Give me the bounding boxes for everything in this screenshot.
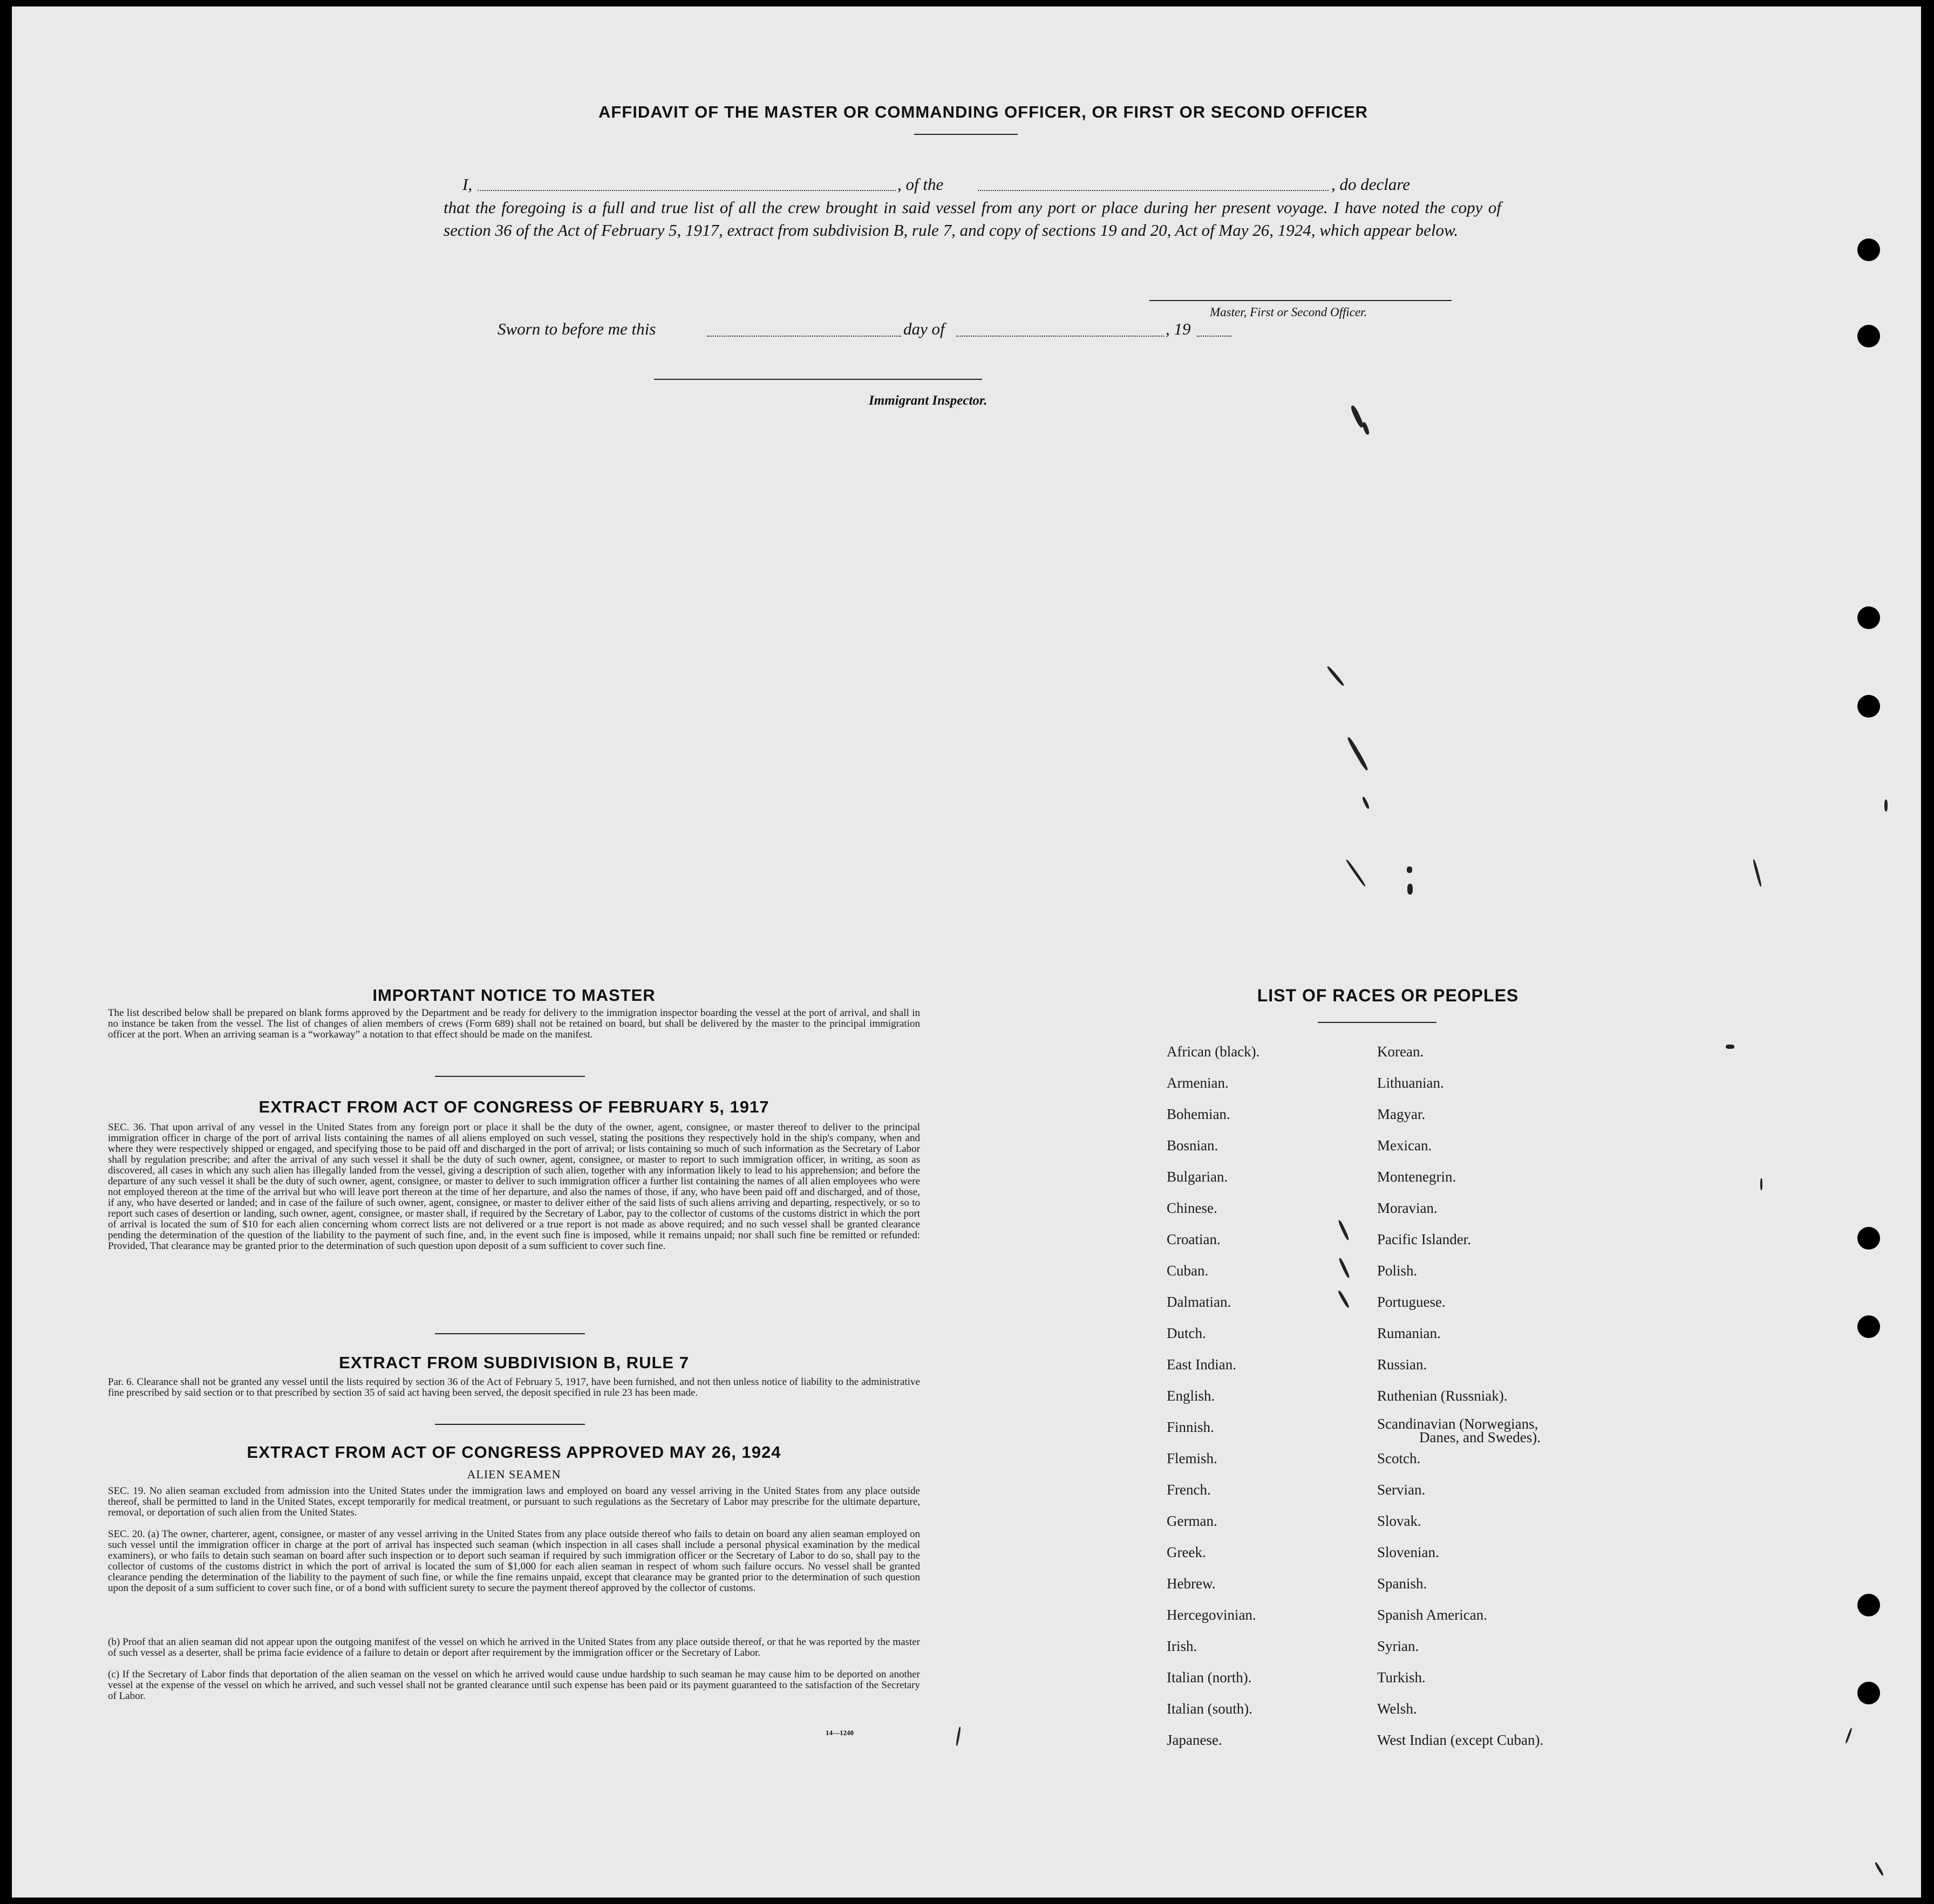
punch-hole	[1857, 606, 1880, 629]
ink-mark	[1361, 796, 1370, 809]
vessel-field[interactable]	[978, 190, 1329, 191]
sworn-year-field[interactable]	[1197, 336, 1231, 337]
extract-1924-title: EXTRACT FROM ACT OF CONGRESS APPROVED MAY 26, 1924	[247, 1443, 781, 1462]
race-left-item: Italian (north).	[1167, 1669, 1252, 1685]
ink-mark	[1338, 1258, 1350, 1279]
punch-hole	[1857, 325, 1880, 347]
race-left-item: Greek.	[1167, 1544, 1206, 1560]
punch-hole	[1857, 238, 1880, 261]
race-right-item: Polish.	[1377, 1262, 1418, 1279]
name-field[interactable]	[478, 190, 896, 191]
title-divider	[914, 134, 1018, 135]
punch-hole	[1857, 1682, 1880, 1704]
ink-mark	[1726, 1045, 1734, 1049]
race-right-item: Lithuanian.	[1377, 1075, 1444, 1091]
section-20a-body: SEC. 20. (a) The owner, charterer, agent, consignee, or master of any vessel arriving in the United States from any place outside thereof who fails to detain on board any alien seaman employed on such vessel until the immigration officer in charge at the port of arrival has inspected such seaman (which inspection in all cases shall include a personal physical examination by the medical examiners), or who fails to detain such seaman on board after such inspection or to deport such seaman if required by such immigration officer or the Secretary of Labor to do so, shall pay to the collector of customs of the customs district in which the port of arrival is located the sum of $1,000 for each alien seaman in respect of whom such failure occurs. No vessel shall be granted clearance pending the determination of the liability to the payment of such fine, or while the fine remains unpaid, except that clearance may be granted prior to the determination of such question upon the deposit of a sum sufficient to cover such fine, or of a bond with sufficient surety to secure the payment thereof approved by the collector of customs.	[108, 1528, 920, 1594]
race-right-item: Turkish.	[1377, 1669, 1426, 1685]
declaration-body: that the foregoing is a full and true list of all the crew brought in said vessel from any port or place during her present voyage. I have noted the copy of section 36 of the Act of February 5, 1917, extract from subdivision B, rule 7, and copy of sections 19 and 20, Act of May 26, 1924, which appear below.	[444, 198, 1501, 240]
notice-body: The list described below shall be prepared on blank forms approved by the Department and be ready for delivery to the immigration inspector boarding the vessel at the port of arrival, and shall in no instance be taken from the vessel. The list of changes of alien members of crews (Form 689) shall not be retained on board, but shall be delivered by the master to the principal immigration officer at the port. When an arriving seaman is a “workaway” a notation to that effect should be made on the manifest.	[108, 1007, 920, 1040]
ink-mark	[1326, 665, 1345, 686]
ink-mark	[1407, 884, 1413, 895]
race-left-item: English.	[1167, 1388, 1215, 1404]
race-left-item: East Indian.	[1167, 1356, 1236, 1373]
section-19-body: SEC. 19. No alien seaman excluded from admission into the United States under the immigration laws and employed on board any vessel arriving in the United States from any place outside thereof, shall be permitted to land in the United States, except temporarily for medical treatment, or pursuant to such regulations as the Secretary of Labor may prescribe for the ultimate departure, removal, or deportation of such alien from the United States.	[108, 1485, 920, 1518]
race-left-item: Cuban.	[1167, 1262, 1209, 1279]
race-right-item: Mexican.	[1377, 1137, 1432, 1154]
race-left-item: Japanese.	[1167, 1732, 1222, 1748]
races-divider	[1318, 1022, 1436, 1023]
sworn-prefix: Sworn to before me this	[498, 319, 656, 338]
ink-mark	[1874, 1862, 1884, 1876]
race-left-item: Hercegovinian.	[1167, 1607, 1256, 1623]
ink-mark	[1407, 866, 1412, 873]
document-page	[12, 6, 1921, 1898]
ink-mark	[1338, 1220, 1350, 1241]
ink-mark	[1760, 1178, 1762, 1190]
race-left-item: German.	[1167, 1513, 1217, 1529]
ink-mark	[1346, 736, 1369, 772]
rule-7-title: EXTRACT FROM SUBDIVISION B, RULE 7	[339, 1353, 689, 1372]
race-left-item: Hebrew.	[1167, 1575, 1216, 1592]
master-signature-caption: Master, First or Second Officer.	[1210, 305, 1367, 319]
punch-hole	[1857, 1594, 1880, 1616]
race-right-item: Servian.	[1377, 1482, 1426, 1498]
race-right-item: Slovenian.	[1377, 1544, 1439, 1560]
affidavit-title: AFFIDAVIT OF THE MASTER OR COMMANDING OFFICER, OR FIRST OR SECOND OFFICER	[598, 103, 1368, 121]
divider-3	[435, 1424, 585, 1425]
divider-1	[435, 1076, 585, 1077]
punch-hole	[1857, 1315, 1880, 1338]
race-left-item: Bulgarian.	[1167, 1169, 1228, 1185]
sworn-year: , 19	[1166, 319, 1191, 338]
sworn-day-field[interactable]	[707, 336, 901, 337]
race-right-item: Montenegrin.	[1377, 1169, 1456, 1185]
notice-title: IMPORTANT NOTICE TO MASTER	[372, 986, 656, 1005]
declaration-do-declare: , do declare	[1331, 175, 1411, 194]
race-right-item: Scotch.	[1377, 1450, 1421, 1466]
race-right-item: Russian.	[1377, 1356, 1427, 1373]
race-right-item: Welsh.	[1377, 1701, 1417, 1717]
race-left-item: Bohemian.	[1167, 1106, 1230, 1122]
ink-mark	[1752, 859, 1762, 887]
race-right-item: Spanish American.	[1377, 1607, 1487, 1623]
race-right-item: Scandinavian (Norwegians,	[1377, 1416, 1538, 1432]
race-left-item: Finnish.	[1167, 1419, 1214, 1435]
race-left-item: African (black).	[1167, 1043, 1260, 1060]
races-title: LIST OF RACES OR PEOPLES	[1257, 986, 1519, 1005]
race-left-item: Flemish.	[1167, 1450, 1217, 1466]
ink-mark	[1345, 859, 1366, 887]
sworn-line	[498, 319, 1253, 341]
section-20c-body: (c) If the Secretary of Labor finds that deportation of the alien seaman on the vessel on which he arrived would cause undue hardship to such seaman he may cause him to be deported on another vessel at the expense of the vessel on which he arrived, and such vessel shall not be granted clearance until such expense has been paid or its payment guaranteed to the satisfaction of the Secretary of Labor.	[108, 1669, 920, 1702]
ink-mark	[956, 1726, 961, 1746]
race-left-item: Chinese.	[1167, 1200, 1217, 1216]
race-left-item: French.	[1167, 1482, 1211, 1498]
inspector-caption: Immigrant Inspector.	[869, 393, 988, 408]
ink-mark	[1845, 1728, 1853, 1744]
declaration-i: I,	[462, 175, 473, 194]
race-left-item: Armenian.	[1167, 1075, 1229, 1091]
race-right-item: Ruthenian (Russniak).	[1377, 1388, 1508, 1404]
declaration-line	[462, 175, 1501, 196]
race-right-item: West Indian (except Cuban).	[1377, 1732, 1544, 1748]
extract-1917-title: EXTRACT FROM ACT OF CONGRESS OF FEBRUARY 5, 1917	[258, 1097, 769, 1116]
race-left-item: Dutch.	[1167, 1325, 1206, 1341]
race-right-item: Pacific Islander.	[1377, 1231, 1471, 1247]
master-signature-line[interactable]	[1149, 300, 1452, 301]
extract-1917-body: SEC. 36. That upon arrival of any vessel in the United States from any foreign port or place it shall be the duty of the owner, agent, consignee, or master thereof to deliver to the principal immigration officer in charge of the port of arrival lists containing the names of all aliens employed on such vessel, stating the positions they respectively hold in the ship's company, when and where they were respectively shipped or engaged, and specifying those to be paid off and discharged in the port of arrival; or lists containing so much of such information as the Secretary of Labor shall by regulation prescribe; and after the arrival of any such vessel it shall be the duty of such owner, agent, consignee, or master to report to such immigration officer, in writing, as soon as discovered, all cases in which any such alien has illegally landed from the vessel, giving a description of such alien, together with any information likely to lead to his apprehension; and before the departure of any such vessel it shall be the duty of such owner, agent, consignee, or master to deliver to such immigration officer a further list containing the names of all alien employees who were not employed thereon at the time of the arrival but who will leave port thereon at the time of her departure, and also the names of those, if any, who have been paid off and discharged, and of those, if any, who have deserted or landed; and in case of the failure of such owner, agent, consignee, or master to deliver either of the said lists of such aliens arriving and departing, respectively, or so to report such cases of desertion or landing, such owner, agent, consignee, or master shall, if required by the Secretary of Labor, pay to the collector of customs of the customs district in which the port of arrival is located the sum of $10 for each alien concerning whom correct lists are not delivered or a true report is not made as above required; and no such vessel shall be granted clearance pending the determination of the question of the liability to the payment of such fine, and, in the event such fine is imposed, while it remains unpaid; nor shall such fine be remitted or refunded: Provided, That clearance may be granted prior to the determination of such question upon deposit of a sum sufficient to cover such fine.	[108, 1122, 920, 1252]
race-left-item: Dalmatian.	[1167, 1294, 1231, 1310]
race-left-item: Bosnian.	[1167, 1137, 1218, 1154]
ink-mark	[1361, 421, 1370, 435]
race-right-item: Syrian.	[1377, 1638, 1419, 1654]
punch-hole	[1857, 695, 1880, 718]
ink-mark	[1884, 800, 1888, 811]
form-number: 14—1240	[826, 1729, 854, 1737]
sworn-day-of: day of	[903, 319, 945, 338]
declaration-of-the: , of the	[897, 175, 944, 194]
race-right-item: Magyar.	[1377, 1106, 1426, 1122]
divider-2	[435, 1333, 585, 1334]
ink-mark	[1337, 1290, 1350, 1308]
race-left-item: Irish.	[1167, 1638, 1197, 1654]
race-right-item: Spanish.	[1377, 1575, 1427, 1592]
alien-seamen-subtitle: ALIEN SEAMEN	[467, 1468, 561, 1481]
rule-7-body: Par. 6. Clearance shall not be granted any vessel until the lists required by section 36 of the Act of February 5, 1917, have been furnished, and not then unless notice of liability to the administrative fine prescribed by said section or to that prescribed by section 35 of said act having been served, the deposit specified in rule 23 has been made.	[108, 1376, 920, 1398]
race-right-item: Rumanian.	[1377, 1325, 1441, 1341]
race-right-item: Portuguese.	[1377, 1294, 1446, 1310]
inspector-signature-line[interactable]	[654, 379, 982, 380]
race-left-item: Croatian.	[1167, 1231, 1221, 1247]
race-right-item: Korean.	[1377, 1043, 1424, 1060]
race-left-item: Italian (south).	[1167, 1701, 1252, 1717]
race-right-item: Moravian.	[1377, 1200, 1438, 1216]
race-right-item: Slovak.	[1377, 1513, 1421, 1529]
race-right-item-continued: Danes, and Swedes).	[1419, 1429, 1541, 1445]
punch-hole	[1857, 1227, 1880, 1250]
sworn-month-field[interactable]	[956, 336, 1164, 337]
section-20b-body: (b) Proof that an alien seaman did not appear upon the outgoing manifest of the vessel on which he arrived in the United States from any place outside thereof, or that he was reported by the master of such vessel as a deserter, shall be prima facie evidence of a failure to detain or deport after requirement by the immigration officer or the Secretary of Labor.	[108, 1636, 920, 1659]
